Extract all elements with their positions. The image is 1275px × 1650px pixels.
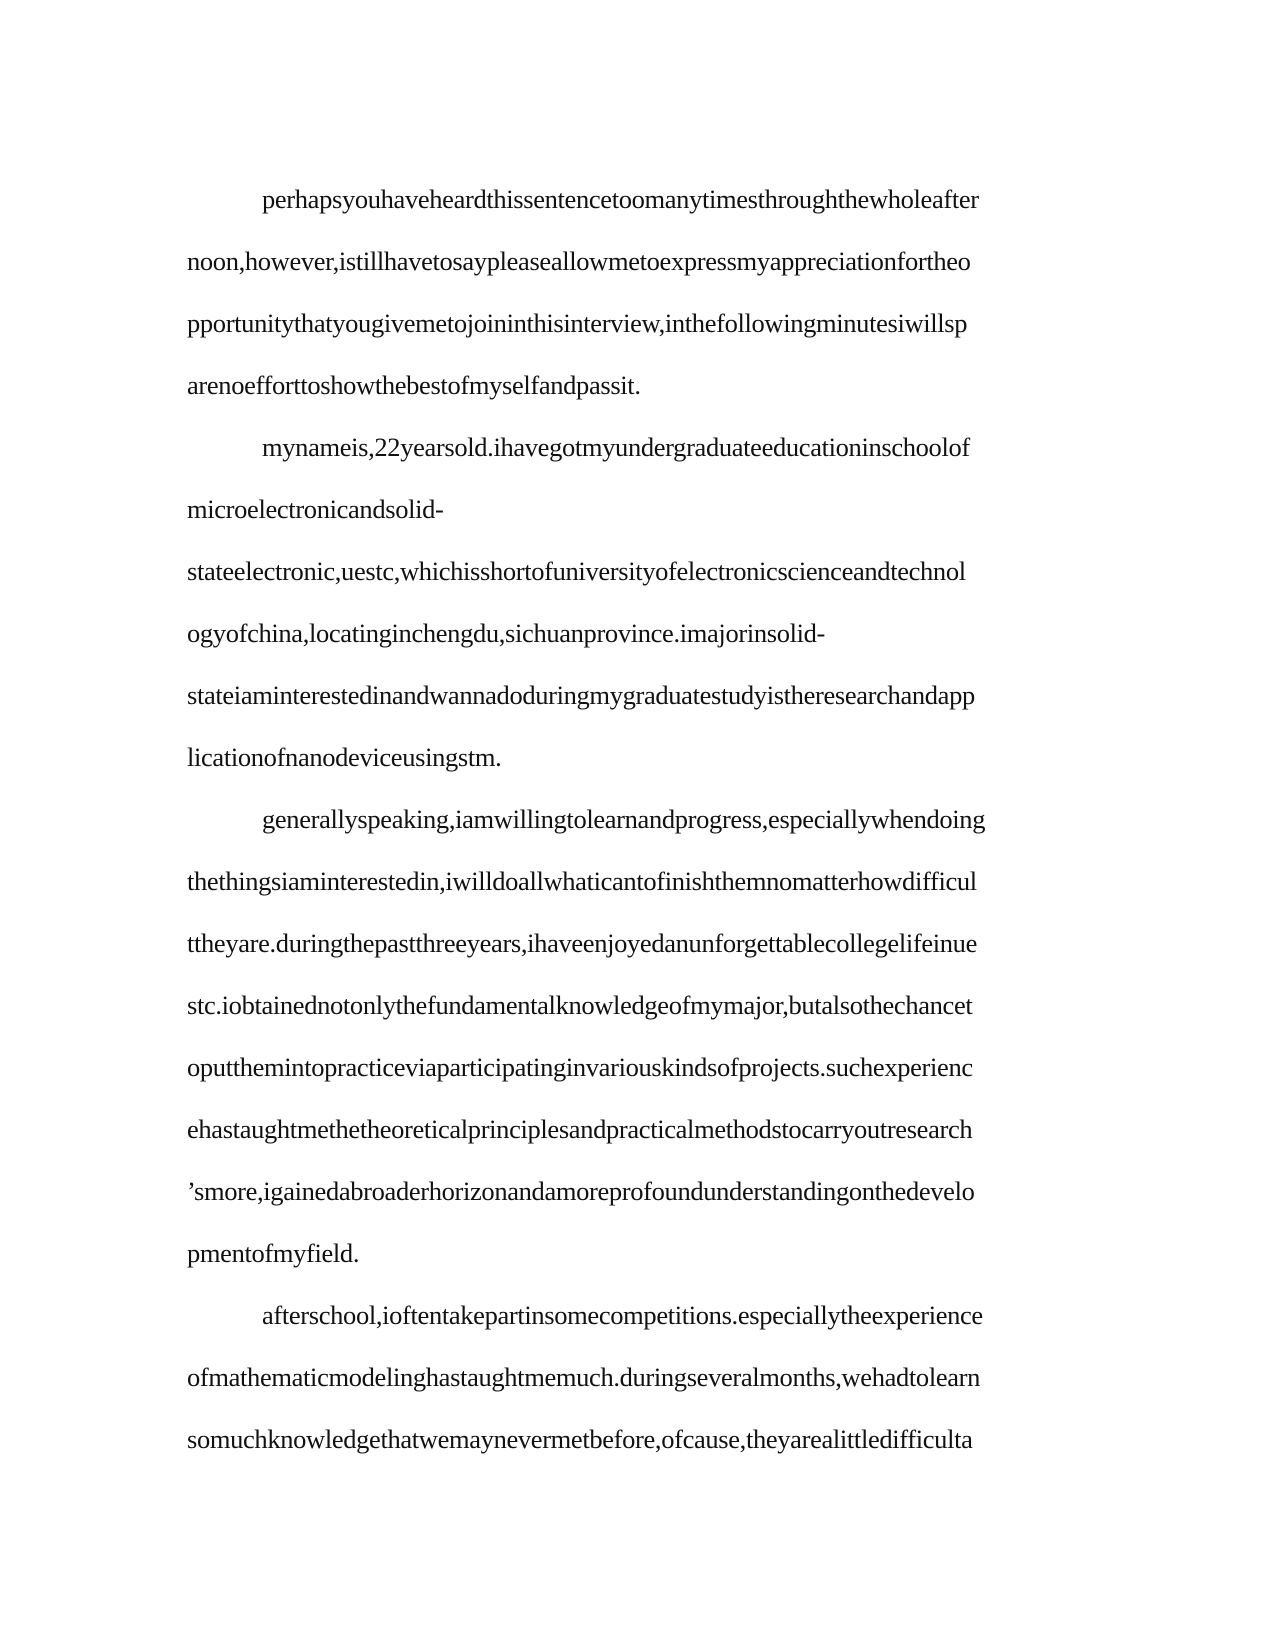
text-line: pmentofmyfield. <box>187 1238 360 1268</box>
text-line: microelectronicandsolid- <box>187 494 444 524</box>
text-line: somuchknowledgethatwemaynevermetbefore,ofcause,theyarealittledifficulta <box>187 1424 973 1454</box>
text-line: ofmathematicmodelinghastaughtmemuch.duringseveralmonths,wehadtolearn <box>187 1362 981 1392</box>
paragraph-4 <box>187 1284 1087 1470</box>
text-line: stateiaminterestedinandwannadoduringmygraduatestudyistheresearchandapp <box>187 680 975 710</box>
text-line: ehastaughtmethetheoreticalprinciplesandpracticalmethodstocarryoutresearch <box>187 1114 973 1144</box>
text-line: thethingsiaminterestedin,iwilldoallwhaticantofinishthemnomatterhowdifficul <box>187 866 977 896</box>
text-line: perhapsyouhaveheardthissentencetoomanytimesthroughthewholeafter <box>262 184 979 214</box>
text-line: afterschool,ioftentakepartinsomecompetitions.especiallytheexperience <box>262 1300 983 1330</box>
text-line: ogyofchina,locatinginchengdu,sichuanprovince.imajorinsolid- <box>187 618 825 648</box>
paragraph-3 <box>187 788 1087 1284</box>
text-line: stc.iobtainednotonlythefundamentalknowledgeofmymajor,butalsothechancet <box>187 990 973 1020</box>
text-line: mynameis,22yearsold.ihavegotmyundergraduateeducationinschoolof <box>262 432 970 462</box>
text-line: oputthemintopracticeviaparticipatinginvariouskindsofprojects.suchexperienc <box>187 1052 973 1082</box>
text-line: noon,however,istillhavetosaypleaseallowmetoexpressmyappreciationfortheo <box>187 246 971 276</box>
paragraph-2 <box>187 416 1087 788</box>
body-text <box>187 168 1087 1470</box>
text-line: generallyspeaking,iamwillingtolearnandprogress,especiallywhendoing <box>262 804 986 834</box>
text-line: licationofnanodeviceusingstm. <box>187 742 502 772</box>
paragraph-1 <box>187 168 1087 416</box>
text-line: stateelectronic,uestc,whichisshortofuniversityofelectronicscienceandtechnol <box>187 556 966 586</box>
text-line: ttheyare.duringthepastthreeyears,ihaveenjoyedanunforgettablecollegelifeinue <box>187 928 977 958</box>
text-line: pportunitythatyougivemetojoininthisinterview,inthefollowingminutesiwillsp <box>187 308 968 338</box>
text-line: ’smore,igainedabroaderhorizonandamoreprofoundunderstandingonthedevelo <box>187 1176 975 1206</box>
text-line: arenoefforttoshowthebestofmyselfandpassit. <box>187 370 641 400</box>
